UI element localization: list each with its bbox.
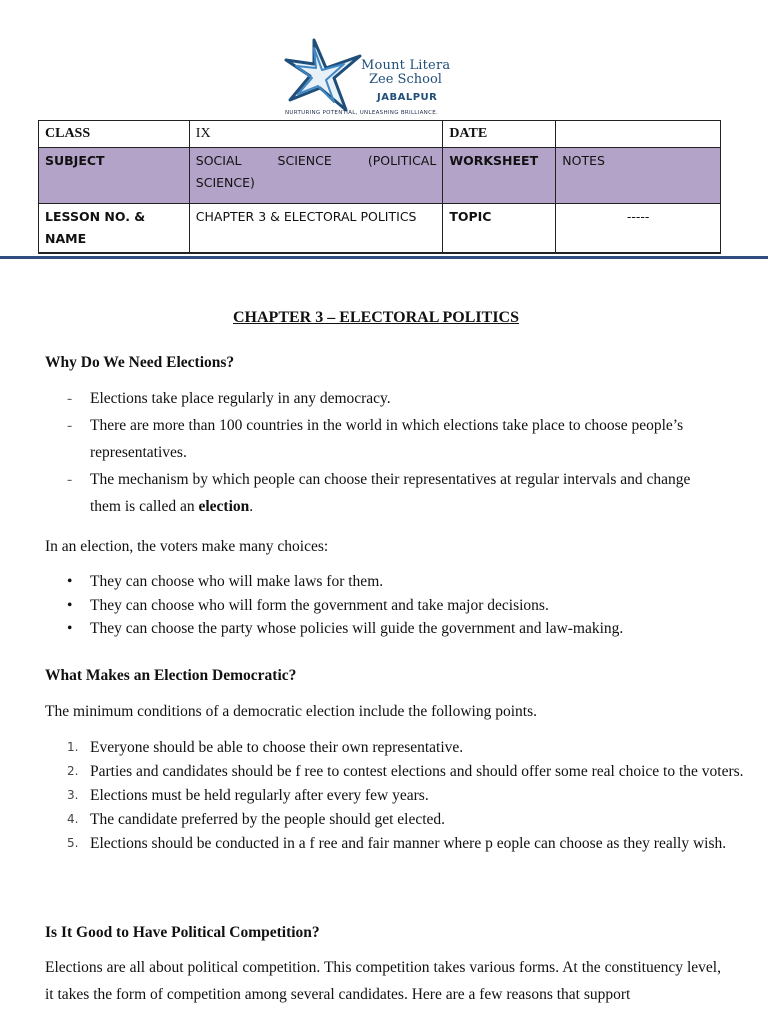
- header-divider: [0, 256, 768, 259]
- section-heading-democratic-election: What Makes an Election Democratic?: [45, 667, 297, 684]
- choices-bullet-list: [45, 570, 725, 641]
- list-item: [45, 810, 745, 829]
- topic-label: TOPIC: [443, 204, 556, 253]
- list-item: [45, 617, 725, 641]
- section-heading-political-competition: Is It Good to Have Political Competition?: [45, 924, 320, 941]
- list-item-text: Elections should be conducted in a f ree and fair manner where p eople can choose as they really wish.: [90, 835, 727, 852]
- number-marker: 3.: [67, 788, 79, 802]
- list-item-text: Elections must be held regularly after every few years.: [90, 787, 429, 804]
- date-label: DATE: [443, 121, 556, 148]
- list-item-text: They can choose who will make laws for them.: [90, 573, 384, 590]
- empty-cell: [443, 253, 556, 254]
- empty-cell: [556, 253, 721, 254]
- lesson-label: LESSON NO. & NAME: [39, 204, 190, 253]
- school-name-line2: Zee School: [369, 72, 442, 87]
- info-row-empty: [39, 253, 721, 254]
- info-row-lesson: [39, 204, 721, 253]
- list-item: [45, 834, 745, 853]
- subject-value: SOCIAL SCIENCE (POLITICAL SCIENCE): [189, 148, 443, 204]
- school-tagline: NURTURING POTENTIAL, UNLEASHING BRILLIANCE.: [285, 110, 439, 116]
- choices-intro: In an election, the voters make many choices:: [45, 538, 329, 555]
- list-item: [45, 412, 705, 466]
- class-value: IX: [189, 121, 443, 148]
- democratic-intro: The minimum conditions of a democratic election include the following points.: [45, 703, 538, 720]
- election-term: election: [198, 498, 250, 515]
- subject-label: SUBJECT: [39, 148, 190, 204]
- list-item: [45, 385, 705, 412]
- number-marker: 5.: [67, 836, 79, 850]
- class-label: CLASS: [39, 121, 190, 148]
- school-city: JABALPUR: [377, 92, 438, 103]
- number-marker: 1.: [67, 740, 79, 754]
- competition-paragraph: Elections are all about political competition. This competition takes various forms. At the constituency level, it takes the form of competition among several candidates. Here are a few reasons that support: [45, 959, 721, 1003]
- info-row-subject: [39, 148, 721, 204]
- list-item-text: Elections take place regularly in any democracy.: [90, 390, 391, 407]
- worksheet-value: NOTES: [556, 148, 721, 204]
- info-table: [38, 120, 721, 254]
- bullet-marker: •: [67, 596, 73, 614]
- dash-marker: -: [67, 417, 73, 434]
- elections-dash-list: [45, 385, 705, 520]
- list-item-text: They can choose the party whose policies will guide the government and law-making.: [90, 620, 624, 637]
- lesson-value: CHAPTER 3 & ELECTORAL POLITICS: [189, 204, 443, 253]
- list-item: [45, 786, 745, 805]
- info-row-class: [39, 121, 721, 148]
- empty-cell: [39, 253, 190, 254]
- school-name-line1: Mount Litera: [361, 58, 451, 73]
- empty-cell: [189, 253, 443, 254]
- list-item-period: .: [249, 498, 254, 515]
- number-marker: 4.: [67, 812, 79, 826]
- list-item-text: There are more than 100 countries in the world in which elections take place to choose people’s representatives.: [90, 417, 684, 461]
- list-item: [45, 594, 725, 618]
- conditions-numbered-list: [45, 738, 745, 858]
- bullet-marker: •: [67, 620, 73, 637]
- list-item: [45, 762, 745, 781]
- worksheet-label: WORKSHEET: [443, 148, 556, 204]
- list-item-text: They can choose who will form the government and take major decisions.: [90, 596, 549, 614]
- list-item-text: The mechanism by which people can choose their representatives at regular intervals and change them is called an: [90, 471, 691, 515]
- list-item: [45, 570, 725, 594]
- list-item-text: The candidate preferred by the people should get elected.: [90, 811, 446, 828]
- list-item: [45, 466, 705, 520]
- section-heading-why-elections: Why Do We Need Elections?: [45, 354, 235, 371]
- bullet-marker: •: [67, 573, 73, 590]
- chapter-title: CHAPTER 3 – ELECTORAL POLITICS: [233, 309, 519, 326]
- dash-marker: -: [67, 471, 73, 488]
- number-marker: 2.: [67, 764, 79, 778]
- list-item-text: Everyone should be able to choose their own representative.: [90, 739, 464, 756]
- dash-marker: -: [67, 390, 73, 407]
- date-value: [556, 121, 721, 148]
- list-item: [45, 738, 745, 757]
- topic-value: -----: [556, 204, 721, 253]
- list-item-text: Parties and candidates should be f ree to contest elections and should offer some real choice to the voters.: [90, 763, 744, 780]
